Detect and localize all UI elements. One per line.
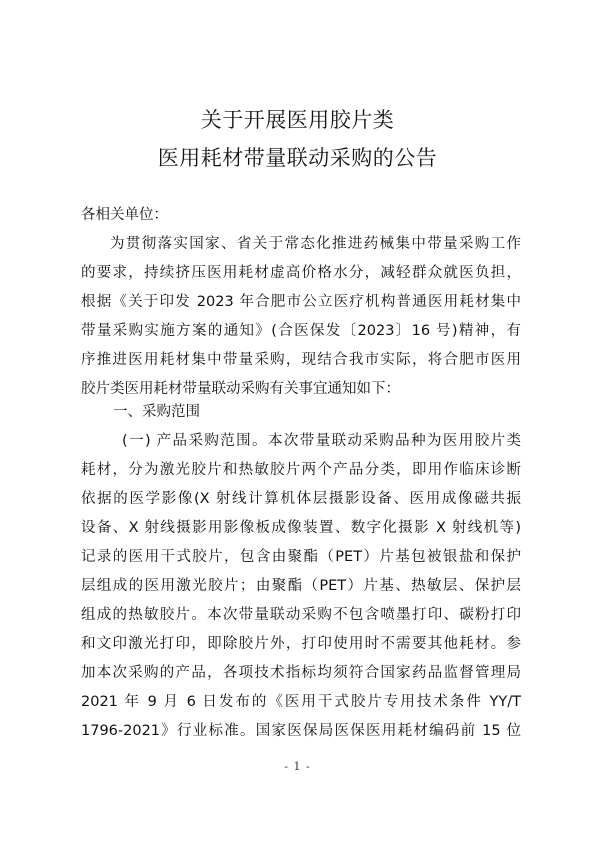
paragraph-line: 根据《关于印发 2023 年合肥市公立医疗机构普通医用耗材集中 — [81, 294, 521, 310]
document-title-line-2: 医用耗材带量联动采购的公告 — [157, 146, 438, 170]
paragraph-line: 和文印激光打印，即除胶片外，打印使用时不需要其他耗材。参 — [81, 636, 521, 652]
paragraph-line: 依据的医学影像(X 射线计算机体层摄影设备、医用成像磁共振 — [81, 491, 521, 507]
page-number: - 1 - — [284, 760, 311, 773]
paragraph-line: 耗材，分为激光胶片和热敏胶片两个产品分类，即用作临床诊断 — [81, 462, 521, 478]
paragraph-line: 带量采购实施方案的通知》(合医保发〔2023〕16 号)精神，有 — [81, 323, 521, 339]
paragraph-line: 加本次采购的产品，各项技术指标均须符合国家药品监督管理局 — [81, 665, 521, 681]
section-heading: 一、采购范围 — [113, 404, 200, 420]
paragraph-line: 序推进医用耗材集中带量采购，现结合我市实际，将合肥市医用 — [81, 352, 521, 368]
paragraph-line: 2021 年 9 月 6 日发布的《医用干式胶片专用技术条件 YY/T — [81, 694, 521, 710]
paragraph-line: 记录的医用干式胶片，包含由聚酯（PET）片基包被银盐和保护 — [81, 549, 521, 565]
paragraph-line: 设备、X 射线摄影用影像板成像装置、数字化摄影 X 射线机等) — [81, 520, 521, 536]
salutation: 各相关单位： — [81, 207, 168, 223]
paragraph-line: 层组成的医用激光胶片；由聚酯（PET）片基、热敏层、保护层 — [81, 578, 521, 594]
paragraph-line: 胶片类医用耗材带量联动采购有关事宜通知如下： — [81, 381, 400, 397]
paragraph-line: 的要求，持续挤压医用耗材虚高价格水分，减轻群众就医负担， — [81, 265, 521, 281]
paragraph-line: 为贯彻落实国家、省关于常态化推进药械集中带量采购工作 — [110, 236, 521, 252]
paragraph-line: (一) 产品采购范围。本次带量联动采购品种为医用胶片类 — [122, 433, 521, 449]
paragraph-line: 1796-2021》行业标准。国家医保局医保医用耗材编码前 15 位 — [81, 723, 521, 739]
paragraph-line: 组成的热敏胶片。本次带量联动采购不包含喷墨打印、碳粉打印 — [81, 607, 521, 623]
document-title-line-1: 关于开展医用胶片类 — [200, 108, 395, 132]
